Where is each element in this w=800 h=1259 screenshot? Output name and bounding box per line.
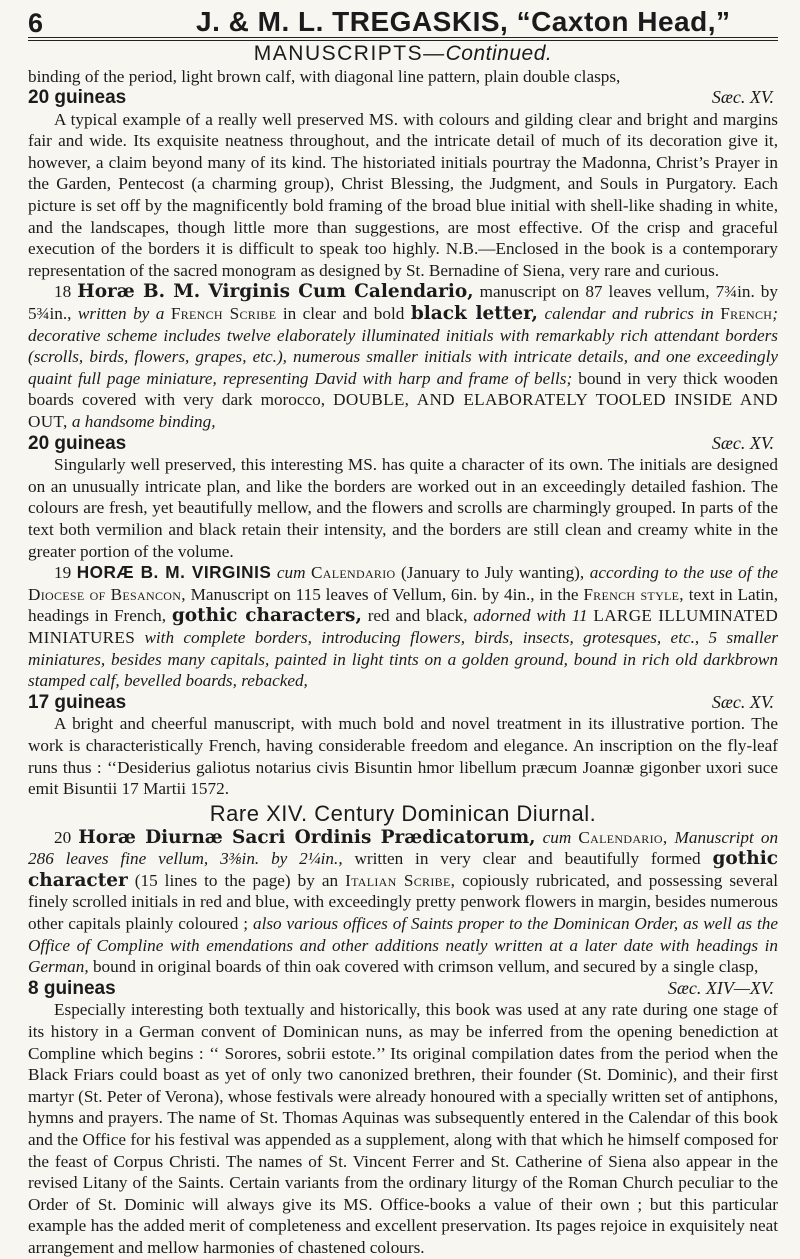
lot-19-decoration: with complete borders, introducing flowers, birds, insects, grotesques, etc., 5 smaller miniatures, besides many capitals, painted in light tints on a golden ground, bound in rich old darkbrown stamped calf, bevelled boards, rebacked, bbox=[28, 627, 779, 691]
lot-19-collation: Manuscript on 115 leaves of Vellum, 6in. by 4in., in the bbox=[190, 584, 579, 604]
lot-19-miniatures: LARGE ILLUMINATED MINIATURES bbox=[28, 606, 779, 647]
intro-price-line bbox=[28, 87, 778, 109]
lot-18-collation: manuscript on 87 leaves vellum, 7¾in. by 5¾in., bbox=[28, 282, 778, 324]
intro-continuation: binding of the period, light brown calf, with diagonal line pattern, plain double clasps, bbox=[28, 66, 621, 86]
lot-20-gothic: gothic character bbox=[28, 848, 779, 891]
lot-18-number: 18 bbox=[54, 282, 72, 302]
intro-century: Sæc. XV. bbox=[711, 87, 774, 108]
lot-18-description: Singularly well preserved, this interesting MS. has quite a character of its own. The initials are designed on an unusually intricate plan, and like the borders are worked out in an exceedingly detailed fashion. The colours are fresh, yet beautifully mellow, and the flowers and scrolls are charmingly grouped. In parts of the text both vermilion and black retain their intensity, and the borders are still clean and creamy white in the greater portion of the volume. bbox=[28, 455, 778, 561]
lot-20-title: Horæ Diurnæ Sacri Ordinis Prædicatorum, bbox=[78, 826, 536, 848]
lot-19-description: A bright and cheerful manuscript, with much bold and novel treatment in its illustrative portion. The work is characteristically French, having considerable freedom and elegance. An inscription on the fly-leaf runs thus : ‘‘Desiderius galiotus notarius civis Bisuntin hmor libellum præcum Joannæ gigonber uxori suce emit Bisuntii 17 Martii 1572. bbox=[28, 714, 778, 799]
lot-18-scribe: French Scribe bbox=[170, 304, 277, 324]
lot-18-written-by: written by a bbox=[77, 304, 165, 324]
lot-19-price-line bbox=[28, 692, 778, 714]
lot-20-century: Sæc. XIV—XV. bbox=[667, 977, 774, 998]
lot-18-calendar-note: calendar and rubrics in bbox=[544, 304, 714, 324]
lot-19-entry bbox=[28, 562, 778, 692]
page-number: 6 bbox=[28, 8, 44, 38]
lot-20-calendario: Calendario, bbox=[578, 827, 668, 847]
lot-18-entry bbox=[28, 281, 778, 432]
lot-19-script: gothic characters, bbox=[171, 605, 362, 627]
lot-20-scribe: Italian Scribe, bbox=[345, 870, 456, 890]
lot-20-price: 8 guineas bbox=[28, 977, 116, 999]
lot-19-diocese: Diocese of Besancon, bbox=[28, 584, 186, 604]
rare-diurnal-heading: Rare XIV. Century Dominican Diurnal. bbox=[209, 800, 597, 826]
lot-19-adorned: adorned with 11 bbox=[473, 606, 588, 626]
lot-19-number: 19 bbox=[54, 563, 72, 583]
lot-19-calendario: Calendario bbox=[311, 563, 396, 583]
lot-20-script-note: written in very clear and beautifully formed bbox=[354, 849, 701, 869]
lot-19-style: French style, bbox=[583, 584, 684, 604]
lot-19-century: Sæc. XV. bbox=[711, 691, 774, 712]
lot-20-cum: cum bbox=[542, 827, 572, 847]
section-heading bbox=[28, 42, 778, 66]
lot-18-title: Horæ B. M. Virginis Cum Calendario, bbox=[77, 281, 474, 303]
catalogue-body bbox=[28, 66, 778, 1259]
lot-18-tooling: DOUBLE, AND ELABORATELY TOOLED INSIDE AND OUT, bbox=[28, 390, 779, 431]
intro-price: 20 guineas bbox=[28, 87, 127, 109]
lot-20-collation: Manuscript on 286 leaves fine vellum, 3⅜in. by 2¼in., bbox=[28, 827, 779, 869]
lot-18-script-note: in clear and bold bbox=[282, 304, 405, 324]
lot-20-rubrication: copiously rubricated, and possessing several finely scrolled initials in red and blue, with exceedingly pretty penwork flowers in margin, besides numerous other capitals plainly coloured ; bbox=[28, 870, 778, 934]
lot-18-century: Sæc. XV. bbox=[711, 432, 774, 453]
lot-18-price-line bbox=[28, 433, 778, 455]
lot-19-price: 17 guineas bbox=[28, 691, 127, 713]
lot-19-colours: red and black, bbox=[367, 606, 468, 626]
lot-19-use: according to the use of the bbox=[589, 563, 779, 583]
lot-18-language: French bbox=[720, 304, 773, 324]
section-title: MANUSCRIPTS— bbox=[253, 41, 446, 65]
lot-18-price: 20 guineas bbox=[28, 432, 127, 454]
lot-20-number: 20 bbox=[54, 827, 72, 847]
lot-20-lines: (15 lines to the page) by an bbox=[134, 870, 339, 890]
lot-19-language: text in Latin, headings in French, bbox=[28, 584, 779, 626]
lot-19-title: HORÆ B. M. VIRGINIS bbox=[76, 562, 272, 583]
lot-20-description: Especially interesting both textually and historically, this book was used at any rate during one stage of its history in a German convent of Dominican nuns, as may be inferred from the opening benediction at Compline which begins : ‘‘ Sorores, sobrii estote.’’ Its original compilation dates from the period when the Black Friars could boast as yet of only two canonized brethren, their founder (St. Dominic), and their first martyr (St. Peter of Verona), whose festivals were already honoured with a specially written set of antiphons, hymns and prayers. The name of St. Thomas Aquinas was subsequently entered in the Calendar of this book and the Office for his festival was appended as a supplement, along with that which he himself composed for the feast of Corpus Christi. The names of St. Vincent Ferrer and St. Catherine of Siena also appear in the revised Litany of the Saints. Certain variants from the ordinary liturgy of the Roman Church peculiar to the Order of St. Dominic will always give its MS. Office-books a value of their own ; but this particular example has the added merit of completeness and excellent preservation. Its pages rejoice in exquisitely neat arrangement and mellow harmonies of chastened colours. bbox=[28, 1000, 778, 1257]
lot-19-cum: cum bbox=[276, 563, 306, 583]
lot-18-binding-note: a handsome binding, bbox=[71, 412, 216, 431]
lot-20-offices: also various offices of Saints proper to the Dominican Order, as well as the Office of Compline with emendations and other additions neatly written at a later date with headings in German, bbox=[28, 914, 779, 977]
section-continued: Continued. bbox=[445, 41, 553, 65]
intro-description: A typical example of a really well preserved MS. with colours and gilding clear and bright and margins fair and wide. Its exquisite neatness throughout, and the intricate detail of much of its decoration give it, however, a claim beyond many of its kind. The historiated initials pourtray the Madonna, Christ’s Prayer in the Garden, Pentecost (a charming group), Christ Blessing, the Judgment, and Souls in Purgatory. Each picture is set off by the magnificently bold framing of the broad blue initial with shell-like shading in white, and the landscapes, though little more than suggestions, are most effective. Of the crisp and graceful execution of the borders it is difficult to speak too highly. N.B.—Enclosed in the book is a contemporary representation of the sacred monogram as designed by St. Bernadine of Siena, very rare and curious. bbox=[28, 109, 778, 280]
lot-18-black-letter: black letter, bbox=[410, 303, 538, 325]
lot-18-binding: bound in very thick wooden boards covered with very dark morocco, bbox=[28, 368, 778, 410]
lot-20-price-line bbox=[28, 978, 778, 1000]
header-title: J. & M. L. TREGASKIS, “Caxton Head,” bbox=[196, 6, 731, 37]
running-head bbox=[28, 6, 778, 36]
lot-20-binding: bound in original boards of thin oak covered with crimson vellum, and secured by a single clasp, bbox=[92, 957, 759, 977]
lot-20-entry bbox=[28, 827, 778, 978]
lot-19-wanting: (January to July wanting), bbox=[401, 563, 585, 583]
lot-18-decoration: ; decorative scheme includes twelve elaborately illuminated initials with remarkably rich attendant borders (scrolls, birds, flowers, grapes, etc.), numerous smaller initials with intricate details, and one exceedingly quaint full page miniature, representing David with harp and frame of bells; bbox=[28, 304, 778, 388]
